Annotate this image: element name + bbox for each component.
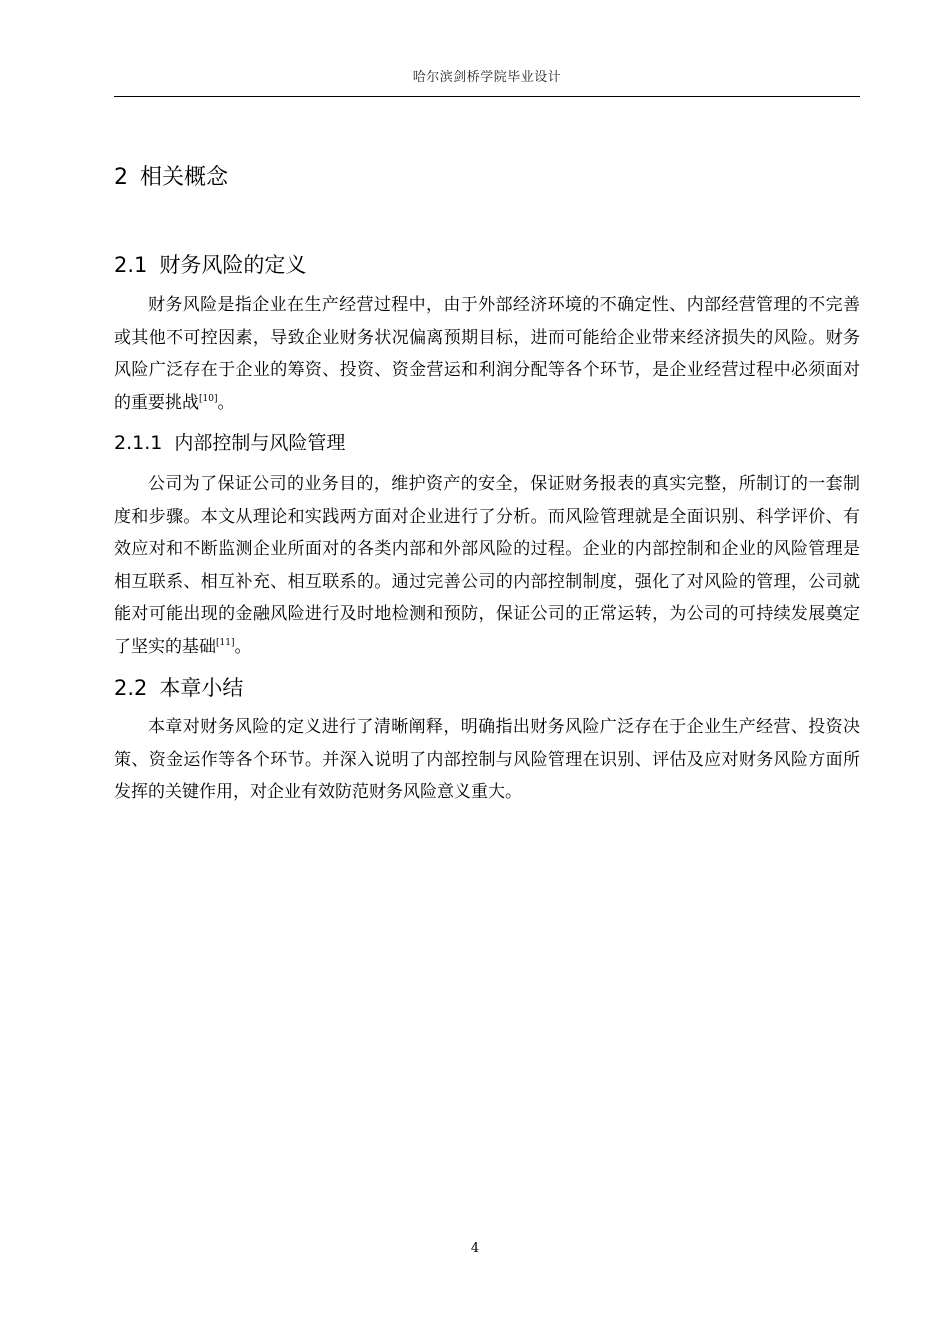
paragraph-text: 本章对财务风险的定义进行了清晰阐释，明确指出财务风险广泛存在于企业生产经营、投资决策、资金运作等各个环节。并深入说明了内部控制与风险管理在识别、评估及应对财务风险方面所发挥的关键作用，对企业有效防范财务风险意义重大。 [114,717,860,802]
section-heading-2-1-1 [114,428,345,455]
paragraph-end: 。 [217,392,235,413]
citation: [11] [216,637,235,648]
section-number: 2.2 [114,676,148,700]
section-heading-2-1 [114,249,306,279]
section-title: 本章小结 [159,676,244,700]
citation: [10] [199,393,218,404]
section-number: 2.1 [114,253,148,277]
paragraph-text: 财务风险是指企业在生产经营过程中，由于外部经济环境的不确定性、内部经营管理的不完善或其他不可控因素，导致企业财务状况偏离预期目标，进而可能给企业带来经济损失的风险。财务风险广泛存在于企业的筹资、投资、资金营运和利润分配等各个环节，是企业经营过程中必须面对的重要挑战 [114,295,860,413]
paragraph-internal-control [114,468,860,663]
paragraph-financial-risk-definition [114,289,860,419]
paragraph-text: 公司为了保证公司的业务目的，维护资产的安全，保证财务报表的真实完整，所制订的一套制度和步骤。本文从理论和实践两方面对企业进行了分析。而风险管理就是全面识别、科学评价、有效应对和不断监测企业所面对的各类内部和外部风险的过程。企业的内部控制和企业的风险管理是相互联系、相互补充、相互联系的。通过完善公司的内部控制制度，强化了对风险的管理，公司就能对可能出现的金融风险进行及时地检测和预防，保证公司的正常运转，为公司的可持续发展奠定了坚实的基础 [114,474,860,657]
chapter-heading [114,160,228,191]
chapter-title: 相关概念 [140,165,229,190]
section-title: 财务风险的定义 [159,253,307,277]
page-number: 4 [470,1241,480,1256]
section-title: 内部控制与风险管理 [174,432,346,454]
header-divider [114,96,860,97]
paragraph-end: 。 [234,636,252,657]
section-number: 2.1.1 [114,432,163,454]
paragraph-chapter-summary [114,711,860,809]
section-heading-2-2 [114,672,243,702]
page-header: 哈尔滨剑桥学院毕业设计 [412,70,562,85]
chapter-number: 2 [114,165,128,190]
